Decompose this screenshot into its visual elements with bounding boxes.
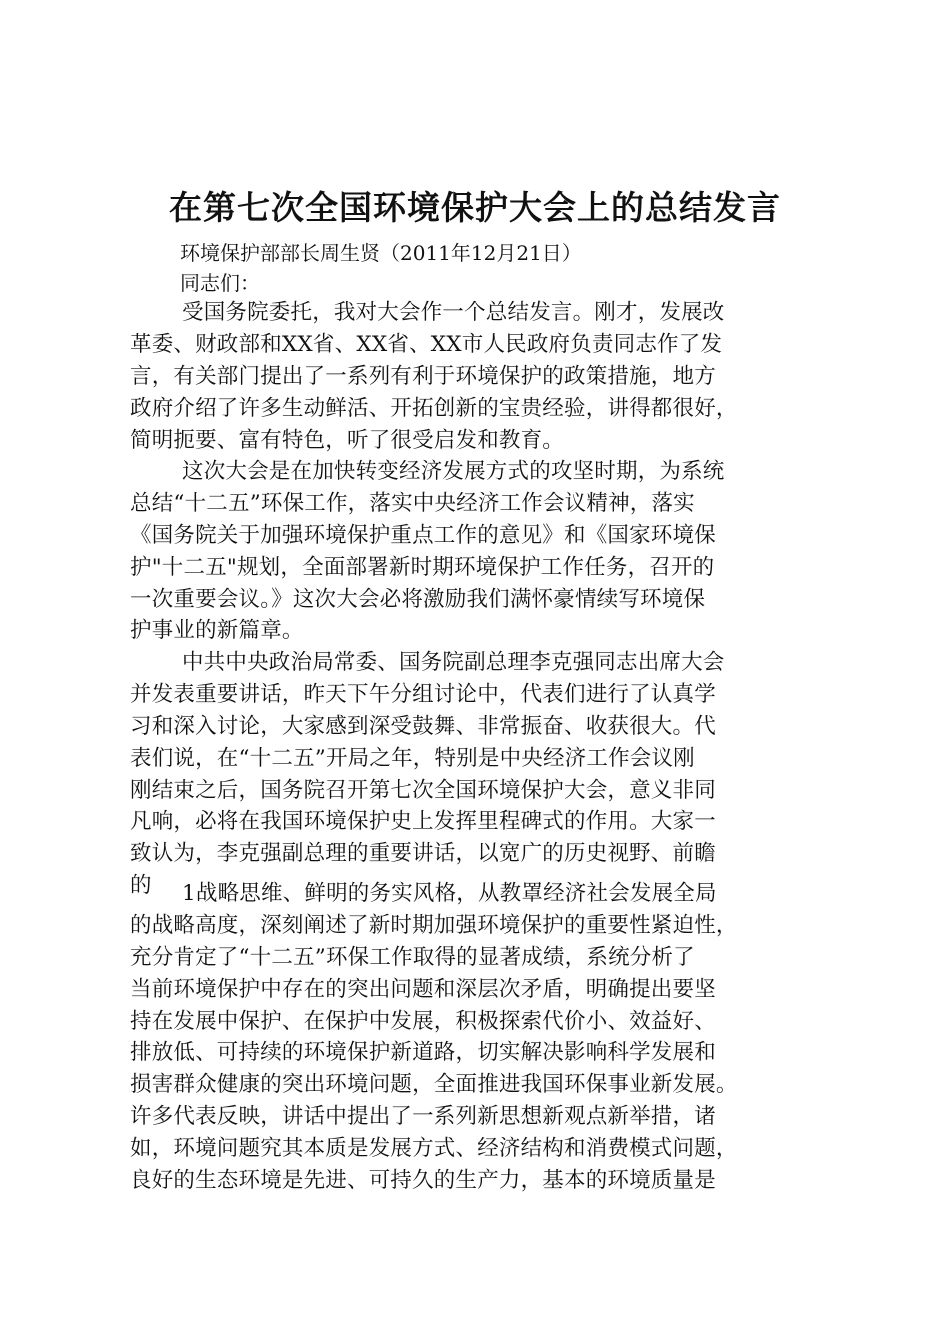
document-byline: 环境保护部部长周生贤（2011年12月21日） [180, 241, 582, 265]
paragraph-line: 并发表重要讲话，昨天下午分组讨论中，代表们进行了认真学 [130, 681, 716, 707]
paragraph-line: 中共中央政治局常委、国务院副总理李克强同志出席大会 [182, 650, 725, 675]
paragraph-line: 习和深入讨论，大家感到深受鼓舞、非常振奋、收获很大。代 [130, 713, 716, 739]
paragraph-line: 如，环境问题究其本质是发展方式、经济结构和消费模式问题， [130, 1136, 738, 1162]
paragraph-line: 的 [130, 873, 152, 899]
document-title: 在第七次全国环境保护大会上的总结发言 [169, 188, 781, 227]
paragraph-line: 凡响，必将在我国环境保护史上发挥里程碑式的作用。大家一 [130, 809, 716, 835]
paragraph-line: 表们说，在“十二五”开局之年，特别是中央经济工作会议刚 [130, 745, 695, 771]
paragraph-line: 持在发展中保护、在保护中发展，积极探索代价小、效益好、 [130, 1008, 716, 1034]
paragraph-line: 许多代表反映，讲话中提出了一系列新思想新观点新举措，诸 [130, 1104, 716, 1130]
paragraph-1 [130, 297, 830, 456]
paragraph-line: 致认为，李克强副总理的重要讲话，以宽广的历史视野、前瞻 [130, 841, 716, 867]
paragraph-line: 政府介绍了许多生动鲜活、开拓创新的宝贵经验，讲得都很好， [130, 395, 738, 421]
paragraph-line: 护事业的新篇章。 [130, 618, 304, 644]
paragraph-line: 充分肯定了“十二五”环保工作取得的显著成绩，系统分析了 [130, 944, 695, 970]
paragraph-line: 受国务院委托，我对大会作一个总结发言。刚才，发展改 [182, 300, 725, 325]
paragraph-line: 总结“十二五”环保工作，落实中央经济工作会议精神，落实 [130, 490, 695, 516]
paragraph-line: 损害群众健康的突出环境问题，全面推进我国环保事业新发展。 [130, 1072, 738, 1098]
paragraph-line: 护"十二五"规划，全面部署新时期环境保护工作任务，召开的 [130, 554, 715, 580]
paragraph-line: 一次重要会议。》这次大会必将激励我们满怀豪情续写环境保 [130, 586, 706, 612]
paragraph-line: 《国务院关于加强环境保护重点工作的意见》和《国家环境保 [130, 522, 716, 548]
paragraph-line: 排放低、可持续的环境保护新道路，切实解决影响科学发展和 [130, 1040, 716, 1066]
salutation: 同志们： [180, 271, 260, 295]
paragraph-line: 言，有关部门提出了一系列有利于环境保护的政策措施，地方 [130, 363, 716, 389]
paragraph-4 [130, 878, 830, 1197]
paragraph-3 [130, 647, 830, 902]
paragraph-line: 革委、财政部和XX省、XX省、XX市人民政府负责同志作了发 [130, 331, 723, 357]
paragraph-line: 简明扼要、富有特色，听了很受启发和教育。 [130, 427, 565, 453]
paragraph-line: 刚结束之后，国务院召开第七次全国环境保护大会，意义非同 [130, 777, 716, 803]
paragraph-line: 的战略高度，深刻阐述了新时期加强环境保护的重要性紧迫性， [130, 912, 738, 938]
paragraph-line: 这次大会是在加快转变经济发展方式的攻坚时期，为系统 [182, 459, 725, 484]
paragraph-line: 良好的生态环境是先进、可持久的生产力，基本的环境质量是 [130, 1168, 716, 1194]
paragraph-line: 当前环境保护中存在的突出问题和深层次矛盾，明确提出要坚 [130, 976, 716, 1002]
paragraph-line: 1战略思维、鲜明的务实风格，从教罩经济社会发展全局 [182, 881, 717, 906]
paragraph-2 [130, 456, 830, 647]
